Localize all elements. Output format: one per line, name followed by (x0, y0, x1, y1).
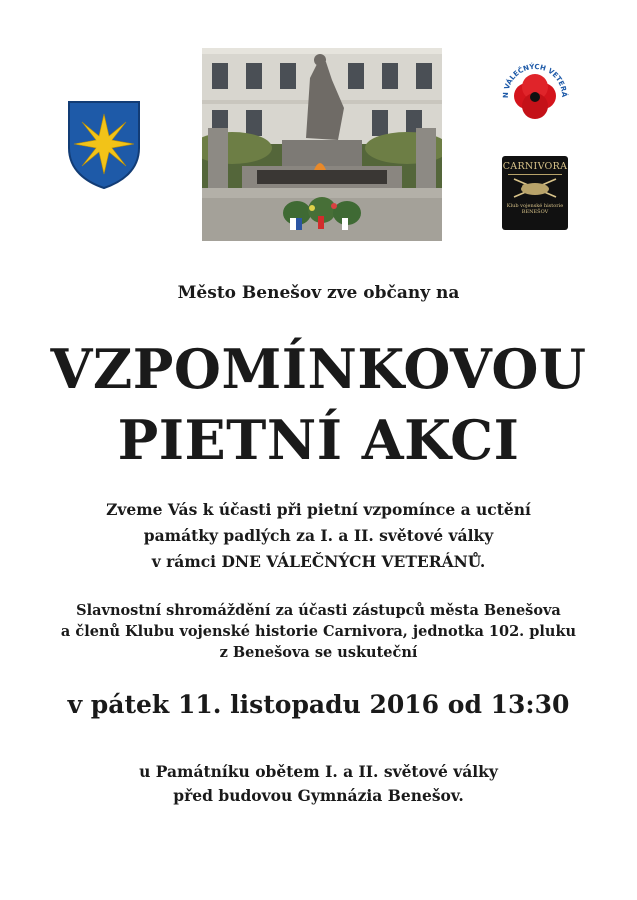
assembly-paragraph (0, 600, 637, 663)
star-icon (74, 114, 134, 174)
intro-text: Město Benešov zve občany na (177, 283, 460, 303)
event-date: v pátek 11. listopadu 2016 od 13:30 (67, 690, 570, 719)
svg-text:DEN VÁLEČNÝCH VETERÁNŮ: N VÁLEČNÝCH VETERÁ (501, 62, 569, 99)
poppy-icon (514, 74, 556, 119)
headline-line-2: PIETNÍ AKCI (117, 408, 520, 472)
invitation-line: památky padlých za I. a II. světové války (143, 526, 494, 545)
carnivora-title: CARNIVORA (502, 161, 568, 172)
event-location (0, 760, 637, 808)
location-line: před budovou Gymnázia Benešov. (173, 786, 464, 805)
assembly-line: a členů Klubu vojenské historie Carnivora, jednotka 102. pluku (60, 623, 577, 640)
carnivora-club-logo (502, 156, 568, 230)
headline-line-1: VZPOMÍNKOVOU (50, 337, 587, 401)
veterans-day-logo (498, 56, 572, 130)
memorial-photo (202, 48, 442, 241)
invitation-paragraph (0, 497, 637, 575)
crossed-swords-icon (508, 175, 562, 201)
carnivora-subtitle: Klub vojenské historie BENEŠOV (506, 203, 564, 215)
invitation-line: Zveme Vás k účasti při pietní vzpomínce a uctění (106, 500, 531, 519)
benesov-coat-of-arms (67, 100, 141, 190)
invitation-line: v rámci DNE VÁLEČNÝCH VETERÁNŮ. (151, 552, 486, 571)
assembly-line: Slavnostní shromáždění za účasti zástupců města Benešova (76, 602, 561, 619)
assembly-line: z Benešova se uskuteční (219, 644, 418, 661)
location-line: u Památníku obětem I. a II. světové války (139, 762, 498, 781)
